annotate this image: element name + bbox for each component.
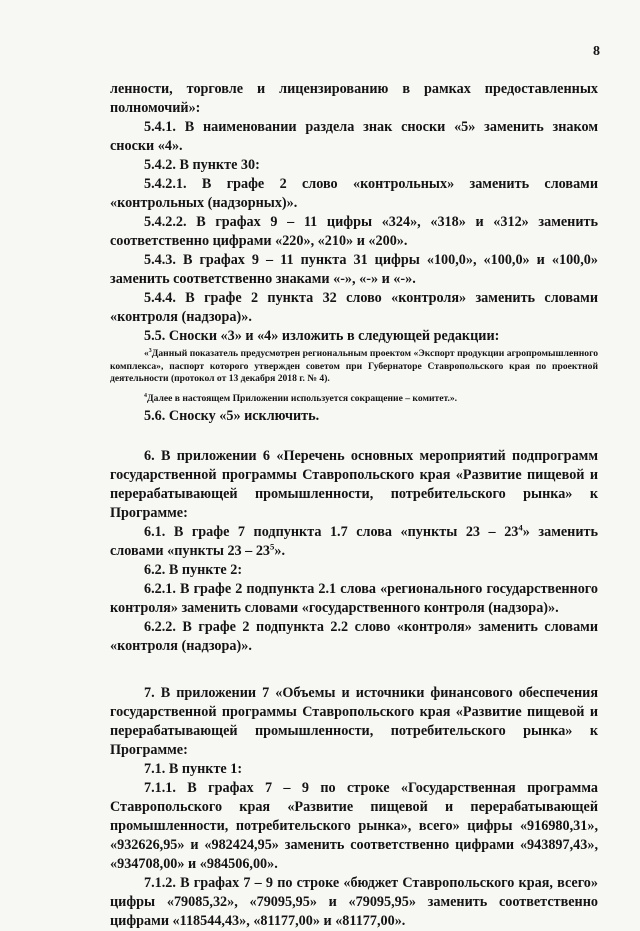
footnote-text: Далее в настоящем Приложении используется сокращение – комитет.».: [146, 392, 458, 404]
footnote-open-quote: «: [144, 348, 149, 359]
paragraph-6-2-2: 6.2.2. В графе 2 подпункта 2.2 слово «контроля» заменить словами «контроля (надзора)».: [110, 619, 598, 654]
footnote-marker: 3: [148, 347, 152, 354]
paragraph-5-4-2-2: 5.4.2.2. В графах 9 – 11 цифры «324», «318» и «312» заменить соответственно цифрами «220», «210» и «200».: [110, 214, 598, 249]
paragraph-5-4-1: 5.4.1. В наименовании раздела знак сноски «5» заменить знаком сноски «4».: [110, 119, 598, 154]
paragraph-5-4-2: 5.4.2. В пункте 30:: [144, 157, 260, 173]
superscript: 5: [270, 541, 275, 552]
paragraph-5-5: 5.5. Сноски «3» и «4» изложить в следующей редакции:: [144, 328, 500, 344]
document-body: [110, 80, 598, 931]
paragraph-6-2-1: 6.2.1. В графе 2 подпункта 2.1 слова «регионального государственного контроля» заменить словами «государственного контроля (надзора)».: [110, 581, 598, 616]
paragraph-6-2: 6.2. В пункте 2:: [144, 562, 243, 578]
paragraph-5-4-3: 5.4.3. В графах 9 – 11 пункта 31 цифры «100,0», «100,0» и «100,0» заменить соответственно знаками «-», «-» и «-».: [110, 252, 598, 287]
paragraph-6: 6. В приложении 6 «Перечень основных мероприятий подпрограмм государственной программы Ставропольского края «Развитие пищевой и перерабатывающей промышленности, потребительского рынка» к Программе:: [110, 448, 598, 521]
footnote-text: Данный показатель предусмотрен региональным проектом «Экспорт продукции агропромышленного комплекса», паспорт которого утвержден советом при Губернаторе Ставропольского края по проектной деятельности (протокол от 13 декабря 2018 г. № 4).: [110, 348, 598, 384]
paragraph-7: 7. В приложении 7 «Объемы и источники финансового обеспечения государственной программы Ставропольского края «Развитие пищевой и перерабатывающей промышленности, потребительского рынка» к Программе:: [110, 685, 598, 758]
paragraph-5-4-4: 5.4.4. В графе 2 пункта 32 слово «контроля» заменить словами «контроля (надзора)».: [110, 290, 598, 325]
paragraph-7-1: 7.1. В пункте 1:: [144, 761, 243, 777]
paragraph-continuation: ленности, торговле и лицензированию в рамках предоставленных полномочий»:: [110, 81, 598, 116]
text-run: 6.1. В графе 7 подпункта 1.7 слова «пункты 23 – 23: [144, 524, 519, 540]
superscript: 4: [518, 522, 523, 533]
footnote-marker: 4: [144, 392, 147, 399]
paragraph-5-6: 5.6. Сноску «5» исключить.: [144, 408, 320, 424]
page-number: 8: [593, 44, 600, 59]
text-run: » заменить словами «пункты 23 – 23: [110, 524, 599, 559]
paragraph-6-1: [110, 523, 598, 561]
paragraph-7-1-2: 7.1.2. В графах 7 – 9 по строке «бюджет Ставропольского края, всего» цифры «79085,32», «79095,95» и «79095,95» заменить соответственно цифрами «118544,43», «81177,00» и «81177,00».: [110, 875, 598, 929]
footnote-3: [110, 348, 598, 386]
paragraph-7-1-1: 7.1.1. В графах 7 – 9 по строке «Государственная программа Ставропольского края «Развитие пищевой и перерабатывающей промышленности, потребительского рынка», всего» цифры «916980,31», «932626,95» и «982424,95» заменить соответственно цифрами «943897,43», «934708,00» и «984506,00».: [110, 780, 598, 872]
paragraph-5-4-2-1: 5.4.2.1. В графе 2 слово «контрольных» заменить словами «контрольных (надзорных)».: [110, 176, 598, 211]
text-run: ».: [274, 543, 286, 559]
footnote-4: [110, 393, 598, 406]
